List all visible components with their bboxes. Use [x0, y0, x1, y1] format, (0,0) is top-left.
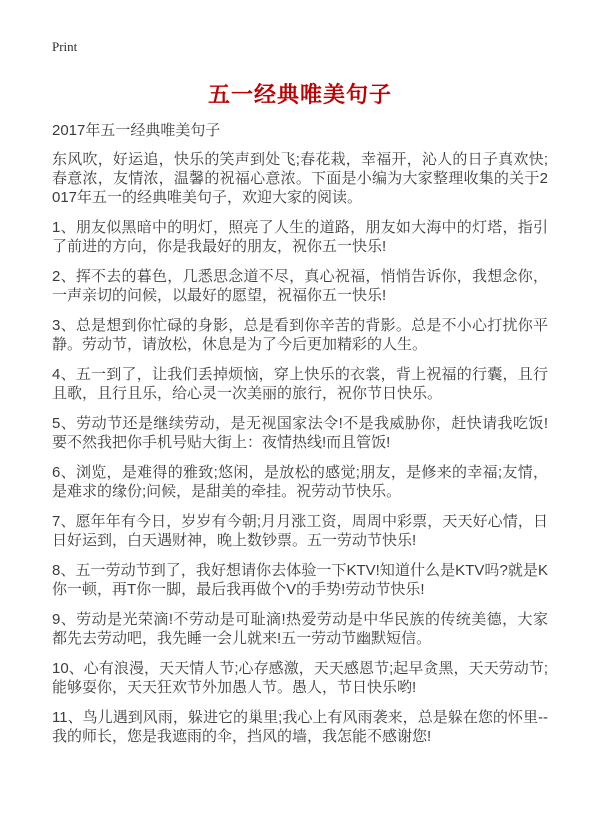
sentence-item-8: 8、五一劳动节到了，我好想请你去体验一下KTV!知道什么是KTV吗?就是K你一顿，再T你一脚，最后我再做个V的手势!劳动节快乐!	[52, 562, 548, 598]
article-subtitle: 2017年五一经典唯美句子	[52, 122, 221, 139]
sentence-item-1: 1、朋友似黑暗中的明灯，照亮了人生的道路，朋友如大海中的灯塔，指引了前进的方向，你是我最好的朋友，祝你五一快乐!	[52, 219, 548, 255]
sentence-item-6: 6、浏览，是难得的雅致;悠闲，是放松的感觉;朋友，是修来的幸福;友情，是难求的缘份;问候，是甜美的牵挂。祝劳动节快乐。	[52, 464, 548, 500]
intro-paragraph: 东风吹，好运追，快乐的笑声到处飞;春花栽，幸福开，沁人的日子真欢快;春意浓，友情浓，温馨的祝福心意浓。下面是小编为大家整理收集的关于2017年五一的经典唯美句子，欢迎大家的阅读。	[52, 151, 548, 206]
sentence-item-7: 7、愿年年有今日，岁岁有今朝;月月涨工资，周周中彩票，天天好心情，日日好运到，白天遇财神，晚上数钞票。五一劳动节快乐!	[52, 513, 548, 549]
sentence-item-3: 3、总是想到你忙碌的身影，总是看到你辛苦的背影。总是不小心打扰你平静。劳动节，请放松，休息是为了今后更加精彩的人生。	[52, 317, 548, 353]
sentence-item-9: 9、劳动是光荣滴!不劳动是可耻滴!热爱劳动是中华民族的传统美德，大家都先去劳动吧，我先睡一会儿就来!五一劳动节幽默短信。	[52, 611, 548, 647]
page-title: 五一经典唯美句子	[207, 82, 392, 107]
sentence-item-4: 4、五一到了，让我们丢掉烦恼，穿上快乐的衣裳，背上祝福的行囊，且行且歌，且行且乐，给心灵一次美丽的旅行，祝你节日快乐。	[52, 366, 548, 402]
sentence-item-2: 2、挥不去的暮色，几悉思念道不尽，真心祝福，悄悄告诉你，我想念你，一声亲切的问候，以最好的愿望，祝福你五一快乐!	[52, 268, 548, 304]
sentence-item-10: 10、心有浪漫，天天情人节;心存感激，天天感恩节;起早贪黑，天天劳动节;能够耍你，天天狂欢节外加愚人节。愚人，节日快乐哟!	[52, 660, 548, 696]
print-link[interactable]: Print	[52, 39, 78, 54]
sentence-item-11: 11、鸟儿遇到风雨，躲进它的巢里;我心上有风雨袭来，总是躲在您的怀里--我的师长，您是我遮雨的伞，挡风的墙，我怎能不感谢您!	[52, 709, 548, 745]
sentence-item-5: 5、劳动节还是继续劳动，是无视国家法令!不是我威胁你，赶快请我吃饭!要不然我把你手机号贴大街上：夜情热线!而且管饭!	[52, 415, 548, 451]
